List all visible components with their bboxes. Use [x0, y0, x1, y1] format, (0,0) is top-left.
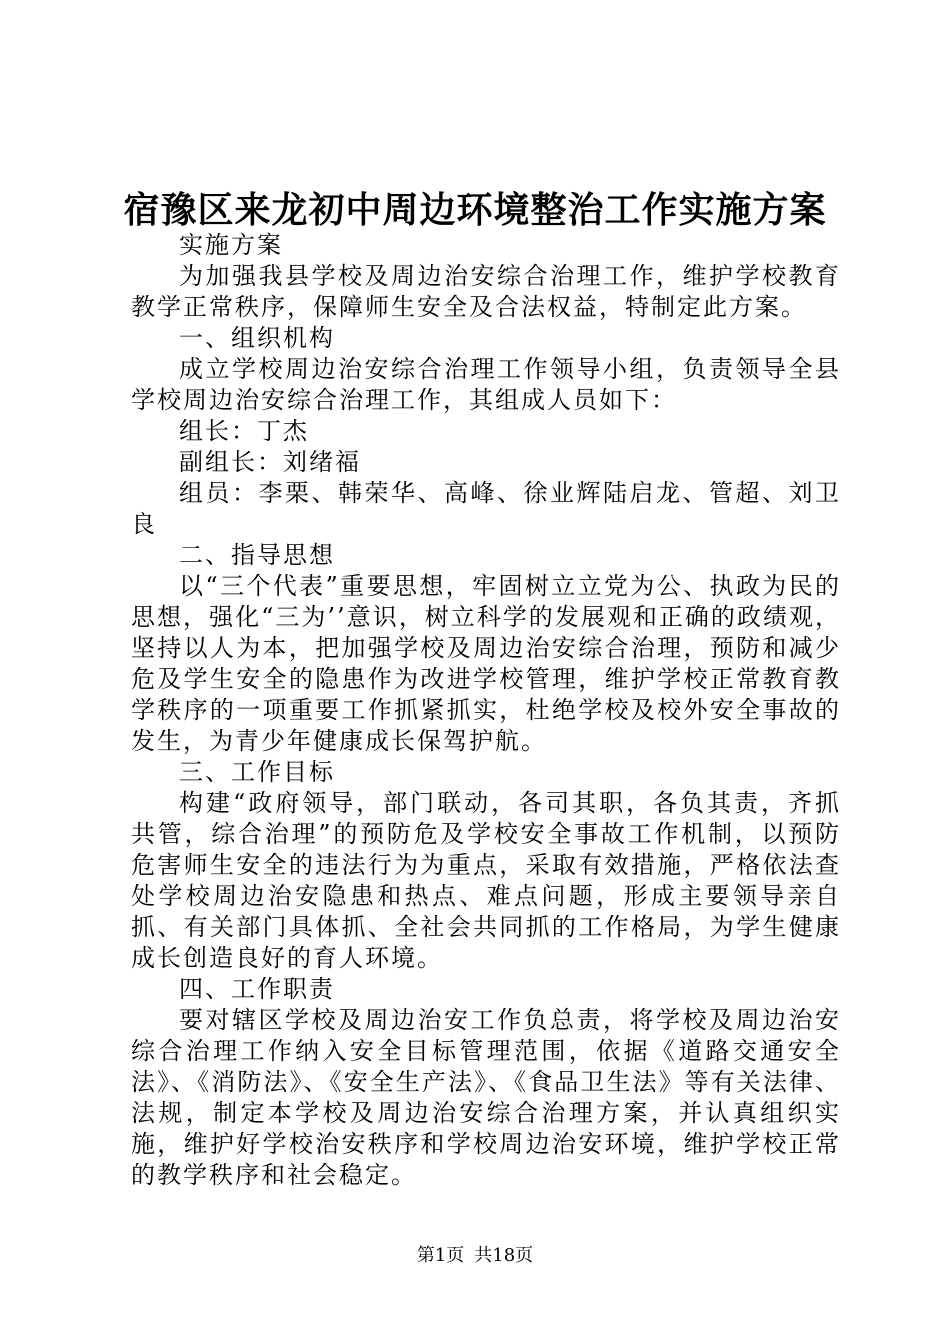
paragraph: 成立学校周边治安综合治理工作领导小组，负责领导全县学校周边治安综合治理工作，其组成人员如下： [131, 355, 841, 414]
page-footer [0, 1244, 950, 1268]
paragraph: 组员：李栗、韩荣华、高峰、徐业辉陆启龙、管超、刘卫良 [131, 479, 841, 538]
section-heading: 二、指导思想 [179, 541, 335, 569]
paragraph: 以“三个代表”重要思想，牢固树立立党为公、执政为民的思想，强化“三为’’意识，树立科学的发展观和正确的政绩观，坚持以人为本，把加强学校及周边治安综合治理，预防和减少危及学生安全的隐患作为改进学校管理，维护学校正常教育教学秩序的一项重要工作抓紧抓实，杜绝学校及校外安全事故的发生，为青少年健康成长保驾护航。 [131, 572, 841, 755]
paragraph: 构建“政府领导，部门联动，各司其职，各负其责，齐抓共管，综合治理”的预防危及学校安全事故工作机制，以预防危害师生安全的违法行为为重点，采取有效措施，严格依法查处学校周边治安隐患和热点、难点问题，形成主要领导亲自抓、有关部门具体抓、全社会共同抓的工作格局，为学生健康成长创造良好的育人环境。 [131, 789, 841, 972]
page-number: 第1页 [416, 1245, 465, 1266]
section-heading: 一、组织机构 [179, 324, 335, 352]
document-body [131, 230, 841, 1191]
section-heading: 三、工作目标 [179, 758, 335, 786]
page-total: 共18页 [474, 1245, 534, 1266]
paragraph-heading: 实施方案 [179, 231, 283, 259]
paragraph: 为加强我县学校及周边治安综合治理工作，维护学校教育教学正常秩序，保障师生安全及合法权益，特制定此方案。 [131, 262, 841, 321]
paragraph: 组长：丁杰 [179, 417, 309, 445]
paragraph: 副组长：刘绪福 [179, 448, 361, 476]
paragraph: 要对辖区学校及周边治安工作负总责，将学校及周边治安综合治理工作纳入安全目标管理范围，依据《道路交通安全法》、《消防法》、《安全生产法》、《食品卫生法》等有关法律、法规，制定本学校及周边治安综合治理方案，并认真组织实施，维护好学校治安秩序和学校周边治安环境，维护学校正常的教学秩序和社会稳定。 [131, 1006, 841, 1189]
document-title: 宿豫区来龙初中周边环境整治工作实施方案 [123, 189, 827, 231]
section-heading: 四、工作职责 [179, 975, 335, 1003]
